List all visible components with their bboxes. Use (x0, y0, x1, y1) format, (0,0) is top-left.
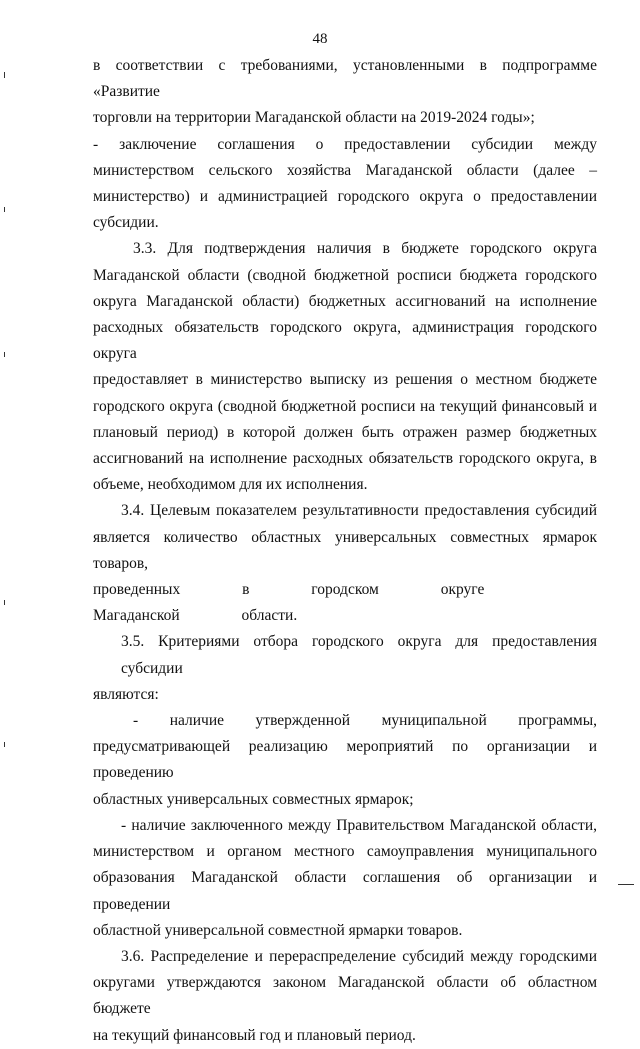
text-line: областной универсальной совместной ярмарки товаров. (93, 921, 463, 939)
text-line: 3.5. Критериями отбора городского округа для предоставления субсидии (121, 633, 597, 677)
paragraph-p1 (93, 53, 597, 132)
text-line: округами утверждаются законом Магаданской области об областном бюджете (93, 974, 597, 1018)
scan-mark (4, 207, 5, 212)
text-line: 3.6. Распределение и перераспределение субсидий между городскими (121, 947, 597, 965)
paragraph-p8 (93, 944, 597, 1049)
document-body (93, 53, 597, 1049)
text-line: образования Магаданской области соглашения об организации и проведении (93, 869, 597, 913)
text-line: на текущий финансовый год и плановый период. (93, 1026, 416, 1044)
text-line: ассигнований на исполнение расходных обязательств городского округа, в (93, 450, 597, 468)
text-line: Магаданской области (сводной бюджетной росписи бюджета городского (93, 266, 597, 284)
paragraph-p4 (93, 498, 597, 629)
scan-mark (4, 72, 5, 78)
text-line: плановый период) в которой должен быть отражен размер бюджетных (93, 423, 597, 441)
text-line: министерством и органом местного самоуправления муниципального (93, 843, 597, 861)
paragraph-p2 (93, 132, 597, 237)
scan-mark (4, 600, 5, 605)
paragraph-p6 (93, 708, 597, 813)
text-line: министерством сельского хозяйства Магаданской области (далее – (93, 161, 597, 179)
text-line: предоставляет в министерство выписку из решения о местном бюджете (93, 371, 597, 389)
text-line: министерство) и администрацией городского округа о предоставлении (93, 188, 597, 206)
page-number: 48 (312, 31, 328, 47)
text-line: является количество областных универсальных совместных ярмарок товаров, (93, 528, 597, 572)
text-line: областных универсальных совместных ярмарок; (93, 790, 414, 808)
text-line: торговли на территории Магаданской области на 2019-2024 годы»; (93, 109, 535, 127)
text-line: округа Магаданской области) бюджетных ассигнований на исполнение (93, 292, 597, 310)
text-line: - наличие заключенного между Правительством Магаданской области, (121, 816, 597, 834)
scan-mark (4, 742, 5, 747)
text-line: - заключение соглашения о предоставлении субсидии между (93, 135, 597, 153)
text-line: в соответствии с требованиями, установленными в подпрограмме «Развитие (93, 57, 597, 101)
text-line: предусматривающей реализацию мероприятий по организации и проведению (93, 738, 597, 782)
text-line: 3.3. Для подтверждения наличия в бюджете городского округа (133, 240, 597, 258)
text-line: - наличие утвержденной муниципальной программы, (133, 712, 597, 730)
text-line: расходных обязательств городского округа, администрация городского округа (93, 319, 597, 363)
paragraph-p5 (93, 629, 597, 708)
paragraph-p3 (93, 236, 597, 498)
text-line: городского округа (сводной бюджетной росписи на текущий финансовый и (93, 397, 597, 415)
paragraph-p7 (93, 813, 597, 944)
text-line: субсидии. (93, 214, 159, 232)
scan-mark (618, 884, 634, 885)
text-line: являются: (93, 685, 159, 703)
scan-mark (4, 352, 5, 357)
text-line: проведенных в городском округе Магаданской области. (93, 581, 485, 625)
text-line: 3.4. Целевым показателем результативности предоставления субсидий (121, 502, 597, 520)
text-line: объеме, необходимом для их исполнения. (93, 476, 368, 494)
